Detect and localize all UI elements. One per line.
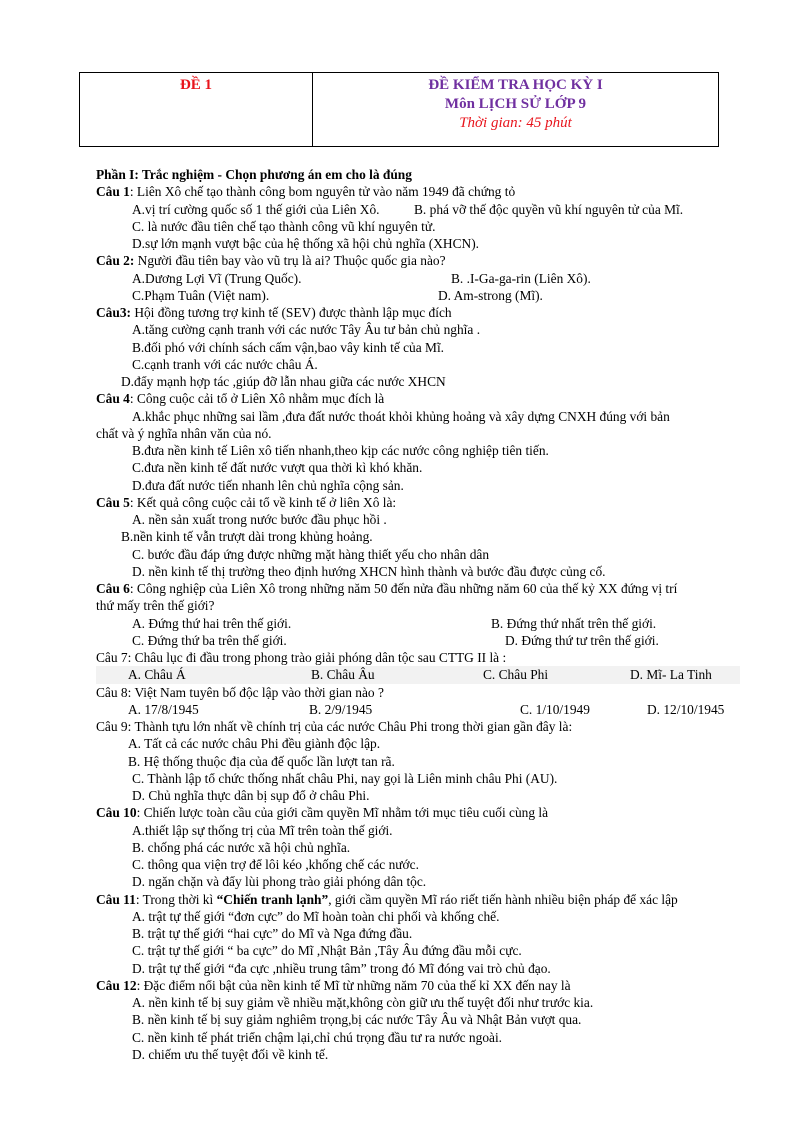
question-10 <box>96 804 746 821</box>
option-b: B.nền kinh tế vẫn trượt dài trong khủng hoảng. <box>121 529 373 545</box>
option-a: A.vị trí cường quốc số 1 thế giới của Liên Xô. <box>132 201 380 217</box>
option-b: B.đưa nền kinh tế Liên xô tiến nhanh,theo kịp các nước công nghiệp tiên tiến. <box>132 443 549 458</box>
question-label: Câu3: <box>96 305 131 320</box>
option-a: A.tăng cường cạnh tranh với các nước Tây Âu tư bản chủ nghĩa . <box>132 322 481 338</box>
exam-time: Thời gian: 45 phút <box>459 115 572 131</box>
question-label: Câu 1 <box>96 184 130 200</box>
option-b: B. 2/9/1945 <box>309 701 373 717</box>
option-d: D. Chủ nghĩa thực dân bị sụp đổ ở châu Phi. <box>132 788 370 803</box>
option-b: B. Châu Âu <box>311 667 375 683</box>
question-12 <box>96 977 746 994</box>
question-text: : Liên Xô chế tạo thành công bom nguyên tử vào năm 1949 đã chứng tỏ <box>129 184 516 200</box>
question-label: Câu 4 <box>96 391 130 407</box>
question-2 <box>96 252 746 269</box>
header-table <box>79 72 719 147</box>
option-d: D.đẩy mạnh hợp tác ,giúp đỡ lẫn nhau giữa các nước XHCN <box>121 374 446 389</box>
option-d: D. Mĩ- La Tinh <box>630 667 712 683</box>
option-a: A. 17/8/1945 <box>128 701 199 717</box>
option-c: C.đưa nền kinh tế đất nước vượt qua thời kì khó khăn. <box>132 460 423 476</box>
question-9: Câu 9: Thành tựu lớn nhất về chính trị của các nước Châu Phi trong thời gian gần đây là: <box>96 719 573 734</box>
option-a: A. Tất cả các nước châu Phi đều giành độc lập. <box>128 736 381 752</box>
question-8: Câu 8: Việt Nam tuyên bố độc lập vào thời gian nào ? <box>96 684 384 700</box>
option-row <box>96 287 746 304</box>
option-c: C. trật tự thế giới “ ba cực” do Mĩ ,Nhật Bản ,Tây Âu đứng đầu mỗi cực. <box>132 943 522 959</box>
question-1 <box>96 183 746 200</box>
option-d: D. nền kinh tế thị trường theo định hướng XHCN hình thành và bước đầu được củng cố. <box>132 563 606 579</box>
option-c: C. bước đầu đáp ứng được những mặt hàng thiết yếu cho nhân dân <box>132 546 490 562</box>
option-a: A. nền sản xuất trong nước bước đầu phục hồi . <box>132 512 387 527</box>
question-6 <box>96 580 746 597</box>
question-text: : Kết quả công cuộc cải tổ về kinh tế ở liên Xô là: <box>129 494 397 510</box>
option-c: C. là nước đầu tiên chế tạo thành công vũ khí nguyên tử. <box>132 218 436 234</box>
question-text: : Công nghiệp của Liên Xô trong những năm 50 đến nửa đầu những năm 60 của thế kỷ XX đứng vị trí <box>129 581 678 596</box>
question-text: : Chiến lược toàn cầu của giới cầm quyền Mĩ nhằm tới mục tiêu cuối cùng là <box>136 805 549 821</box>
option-b: B. trật tự thế giới “hai cực” do Mĩ và Nga đứng đầu. <box>132 926 413 941</box>
question-6-continued: thứ mấy trên thế giới? <box>96 598 215 614</box>
option-b: B.đối phó với chính sách cấm vận,bao vây kinh tế của Mĩ. <box>132 339 445 355</box>
option-c: C. Thành lập tổ chức thống nhất châu Phi, nay gọi là Liên minh châu Phi (AU). <box>132 770 558 786</box>
option-row <box>96 270 746 287</box>
option-d: D. ngăn chặn và đẩy lùi phong trào giải phóng dân tộc. <box>132 874 427 890</box>
option-c: C. Đứng thứ ba trên thế giới. <box>132 632 287 648</box>
exam-title: ĐỀ KIỂM TRA HỌC KỲ I <box>428 77 603 93</box>
exam-content <box>96 166 746 1063</box>
question-4 <box>96 390 746 407</box>
question-11 <box>96 891 746 908</box>
question-text: : Công cuộc cải tổ ở Liên Xô nhằm mục đích là <box>129 391 385 407</box>
option-c: C.cạnh tranh với các nước châu Á. <box>132 356 318 372</box>
option-d: D. Am-strong (Mĩ). <box>438 287 543 303</box>
option-a-continued: chất và ý nghĩa nhân văn của nó. <box>96 425 272 441</box>
option-c: C. nền kinh tế phát triển chậm lại,chỉ chú trọng đầu tư ra nước ngoài. <box>132 1029 503 1045</box>
option-c: C. Châu Phi <box>483 667 549 683</box>
question-text: Hội đồng tương trợ kinh tế (SEV) được thành lập mục đích <box>130 305 452 320</box>
question-label: Câu 2: <box>96 253 135 269</box>
exam-subject: Môn LỊCH SỬ LỚP 9 <box>444 96 587 112</box>
option-c: C.Phạm Tuân (Việt nam). <box>132 287 270 303</box>
exam-number: ĐỀ 1 <box>179 77 213 93</box>
question-label: Câu 10 <box>96 805 137 821</box>
option-row <box>96 201 746 218</box>
option-row <box>96 666 740 683</box>
header-right-cell <box>313 73 718 146</box>
option-b: B. .I-Ga-ga-rin (Liên Xô). <box>451 270 591 286</box>
option-row <box>96 701 746 718</box>
option-d: D. 12/10/1945 <box>647 701 725 717</box>
option-row <box>96 632 746 649</box>
option-c: C. 1/10/1949 <box>520 701 590 717</box>
option-a: A.khắc phục những sai lầm ,đưa đất nước thoát khỏi khủng hoảng và xây dựng CNXH đúng với bản <box>132 408 670 424</box>
option-a: A. trật tự thế giới “đơn cực” do Mĩ hoàn toàn chi phối và khống chế. <box>132 908 500 924</box>
part1-heading: Phần I: Trắc nghiệm - Chọn phương án em cho là đúng <box>96 167 412 182</box>
header-left-cell <box>80 73 313 146</box>
question-label: Câu 11 <box>96 891 136 907</box>
question-text: Người đầu tiên bay vào vũ trụ là ai? Thuộc quốc gia nào? <box>134 253 446 269</box>
option-a: A. Châu Á <box>128 667 186 683</box>
option-a: A. nền kinh tế bị suy giảm về nhiều mặt,không còn giữ ưu thế tuyệt đối như trước kia. <box>132 995 594 1010</box>
question-text: : Trong thời kì <box>135 891 217 907</box>
option-d: D.đưa đất nước tiến nhanh lên chủ nghĩa cộng sản. <box>132 477 404 493</box>
option-b: B. Hệ thống thuộc địa của đế quốc lần lượt tan rã. <box>128 753 395 769</box>
option-b: B. chống phá các nước xã hội chủ nghĩa. <box>132 839 351 855</box>
question-label: Câu 12 <box>96 977 137 993</box>
option-b: B. phá vỡ thế độc quyền vũ khí nguyên tử của Mĩ. <box>414 201 684 217</box>
question-label: Câu 5 <box>96 494 130 510</box>
question-3 <box>96 304 746 321</box>
question-7: Câu 7: Châu lục đi đầu trong phong trào giải phóng dân tộc sau CTTG II là : <box>96 650 507 665</box>
option-a: A. Đứng thứ hai trên thế giới. <box>132 615 292 631</box>
option-d: D. chiếm ưu thế tuyệt đối về kinh tế. <box>132 1046 329 1062</box>
question-5 <box>96 494 746 511</box>
option-b: B. nền kinh tế bị suy giảm nghiêm trọng,bị các nước Tây Âu và Nhật Bản vượt qua. <box>132 1012 582 1028</box>
option-d: D. Đứng thứ tư trên thế giới. <box>505 632 659 648</box>
option-a: A.Dương Lợi Vĩ (Trung Quốc). <box>132 270 302 286</box>
question-label: Câu 6 <box>96 581 130 596</box>
option-a: A.thiết lập sự thống trị của Mĩ trên toàn thế giới. <box>132 822 393 838</box>
option-row <box>96 615 746 632</box>
option-c: C. thông qua viện trợ để lôi kéo ,khống chế các nước. <box>132 857 419 872</box>
option-b: B. Đứng thứ nhất trên thế giới. <box>491 615 657 631</box>
question-text: : Đặc điểm nổi bật của nền kinh tế Mĩ từ những năm 70 của thế kỉ XX đến nay là <box>136 977 571 993</box>
question-emphasis: “Chiến tranh lạnh” <box>216 891 329 907</box>
question-text-end: , giới cầm quyền Mĩ ráo riết tiến hành nhiều biện pháp để xác lập <box>328 891 678 907</box>
option-d: D.sự lớn mạnh vượt bậc của hệ thống xã hội chủ nghĩa (XHCN). <box>132 236 480 251</box>
option-d: D. trật tự thế giới “đa cực ,nhiều trung tâm” trong đó Mĩ đóng vai trò chủ đạo. <box>132 960 551 976</box>
